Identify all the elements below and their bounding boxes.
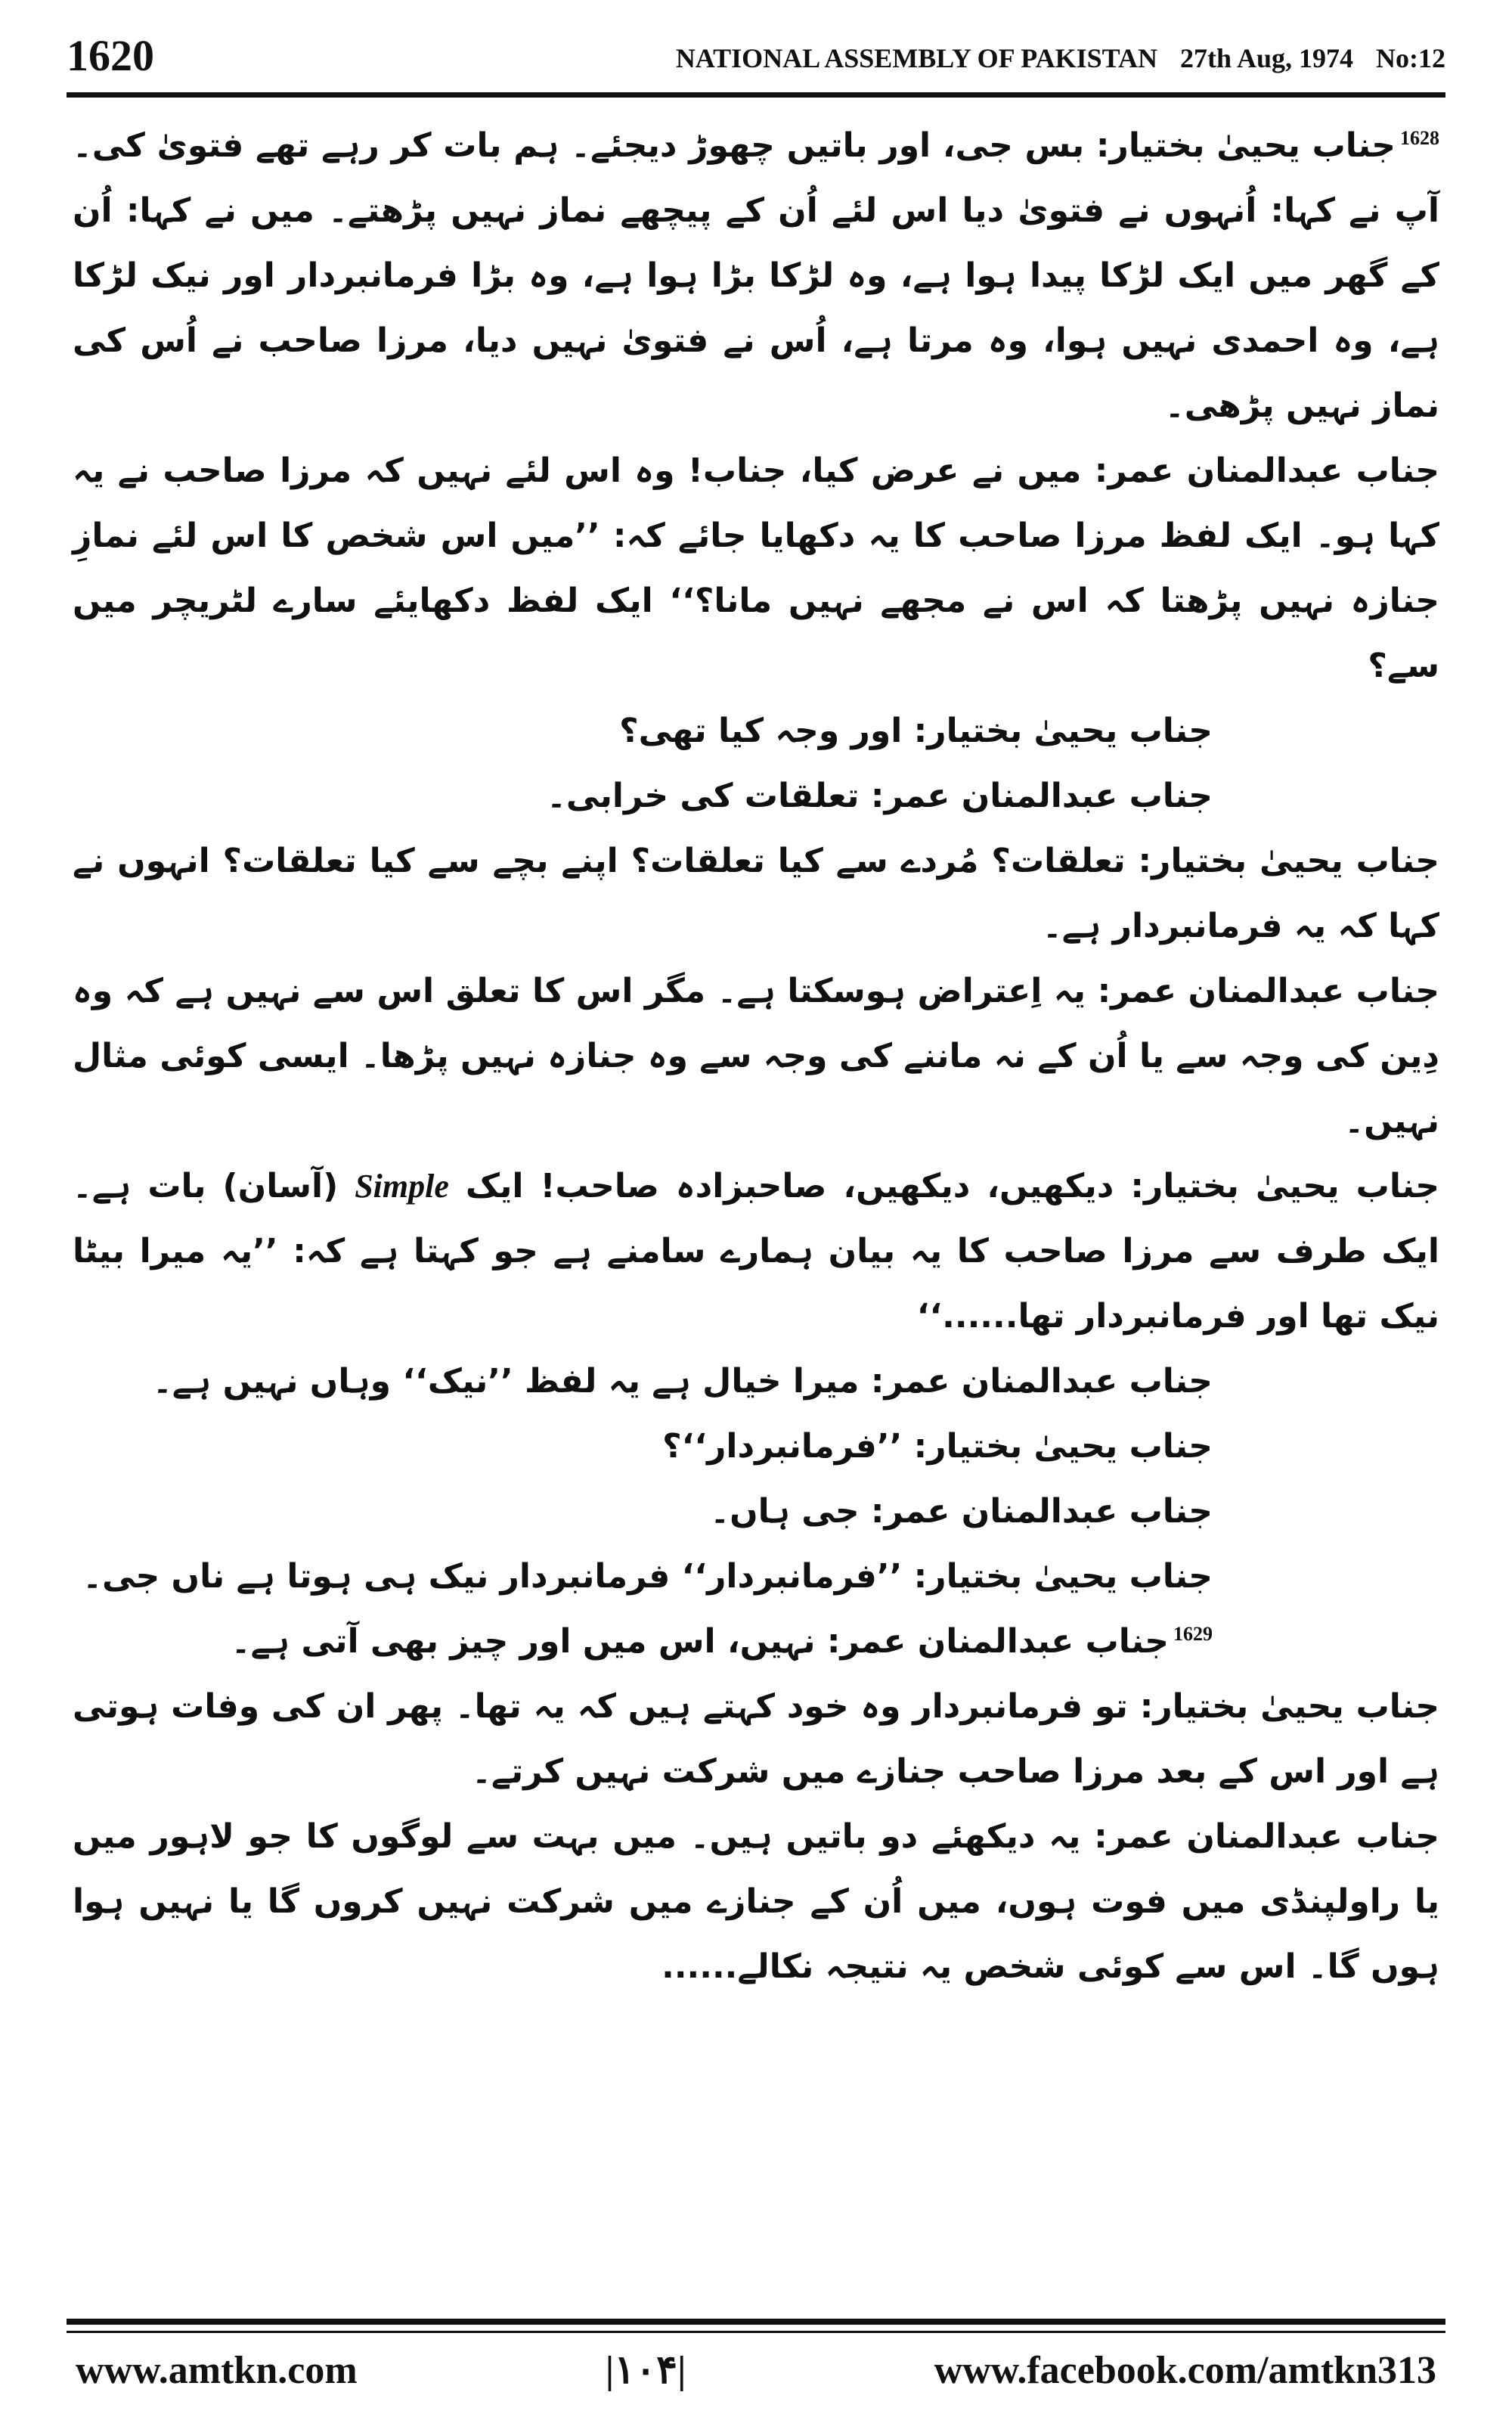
speech-text: یہ اِعتراض ہوسکتا ہے۔ مگر اس کا تعلق اس سے نہیں ہے کہ وہ دِین کی وجہ سے یا اُن کے نہ ماننے کی وجہ سے وہ جنازہ نہیں پڑھا۔ ایسی کوئی مثال نہیں۔ [73,972,1439,1140]
speaker-name: جناب عبدالمنان عمر: [870,1492,1213,1531]
speaker-name: جناب عبدالمنان عمر: [826,1622,1169,1661]
transcript-paragraph [73,1349,1439,1414]
footer-rule-thin [67,2331,1445,2333]
transcript-paragraph [73,699,1439,764]
header-rule [67,92,1445,98]
issue-number: No:12 [1376,43,1445,73]
footer-page-mark: |۱۰۴| [605,2349,686,2392]
transcript-paragraph [73,1154,1439,1349]
publication-title: NATIONAL ASSEMBLY OF PAKISTAN [675,43,1157,73]
speaker-name: جناب یحییٰ بختیار: [913,1557,1213,1596]
transcript-paragraph [73,1804,1439,2000]
transcript-paragraph [73,439,1439,699]
transcript-paragraph [73,1544,1439,1609]
footer-rule [67,2319,1445,2325]
page-footer [76,2344,1436,2397]
transcript-paragraph [73,1609,1439,1674]
english-word: Simple [355,1168,449,1205]
speaker-name: جناب عبدالمنان عمر: [1097,972,1440,1010]
page-header [67,29,1445,83]
speaker-name: جناب عبدالمنان عمر: [1094,1817,1439,1856]
speech-text: تعلقات کی خرابی۔ [547,777,860,815]
transcript-paragraph [73,1414,1439,1479]
speaker-name: جناب یحییٰ بختیار: [1130,1167,1440,1205]
footer-right-url[interactable]: www.facebook.com/amtkn313 [934,2349,1436,2392]
speech-text: ’’فرمانبردار‘‘؟ [662,1427,903,1466]
speaker-name: جناب عبدالمنان عمر: [1094,451,1440,490]
transcript-paragraph [73,1674,1439,1804]
speech-text: تو فرمانبردار وہ خود کہتے ہیں کہ یہ تھا۔ پھر ان کی وفات ہوتی ہے اور اس کے بعد مرزا صاحب جنازے میں شرکت نہیں کرتے۔ [73,1687,1439,1791]
page-number: 1620 [67,31,154,80]
speech-text: اور وجہ کیا تھی؟ [619,712,903,750]
speaker-name: جناب یحییٰ بختیار: [1095,126,1396,165]
transcript-paragraph [73,959,1439,1154]
speech-text: میں نے عرض کیا، جناب! وہ اس لئے نہیں کہ مرزا صاحب نے یہ کہا ہو۔ ایک لفظ مرزا صاحب کا یہ دکھایا جائے کہ: ’’میں اس شخص کا اس لئے نمازِ جنازہ نہیں پڑھتا کہ اس نے مجھے نہیں مانا؟‘‘ ایک لفظ دکھایئے سارے لٹریچر میں سے؟ [73,451,1439,685]
speech-text: میرا خیال ہے یہ لفظ ’’نیک‘‘ وہاں نہیں ہے۔ [152,1362,860,1401]
speech-text: تعلقات؟ مُردے سے کیا تعلقات؟ اپنے بچے سے کیا تعلقات؟ انہوں نے کہا کہ یہ فرمانبردار ہے۔ [73,842,1439,945]
speech-text: بس جی، اور باتیں چھوڑ دیجئے۔ ہم بات کر رہے تھے فتویٰ کی۔ آپ نے کہا: اُنہوں نے فتویٰ دیا اس لئے اُن کے پیچھے نماز نہیں پڑھتے۔ میں نے کہا: اُن کے گھر میں ایک لڑکا پیدا ہوا ہے، وہ لڑکا بڑا ہوا ہے، وہ بڑا فرمانبردار اور نیک لڑکا ہے، وہ احمدی نہیں ہوا، وہ مرتا ہے، اُس نے فتویٰ نہیں دیا، مرزا صاحب نے اُس کی نماز نہیں پڑھی۔ [73,126,1439,425]
speech-text: نہیں، اس میں اور چیز بھی آتی ہے۔ [231,1622,816,1661]
transcript-paragraph [73,113,1439,439]
speaker-name: جناب عبدالمنان عمر: [870,777,1213,815]
speech-text: دیکھیں، دیکھیں، صاحبزادہ صاحب! ایک [465,1167,1114,1205]
speaker-name: جناب یحییٰ بختیار: [913,712,1213,750]
speech-text: یہ دیکھئے دو باتیں ہیں۔ میں بہت سے لوگوں کا جو لاہور میں یا راولپنڈی میں فوت ہوں، میں اُن کے جنازے میں شرکت نہیں کروں گا یا نہیں ہوا ہوں گا۔ اس سے کوئی شخص یہ نتیجہ نکالے...... [73,1817,1439,1986]
running-head [653,39,1445,77]
footer-left-url[interactable]: www.amtkn.com [76,2349,358,2392]
transcript-paragraph [73,1479,1439,1544]
speaker-name: جناب یحییٰ بختیار: [1138,842,1439,880]
transcript-paragraph [73,764,1439,829]
transcript-paragraph [73,829,1439,959]
speech-text: ’’فرمانبردار‘‘ فرمانبردار نیک ہی ہوتا ہے ناں جی۔ [82,1557,903,1596]
transcript-body [73,113,1439,2231]
page-marker: 1628 [1400,127,1439,150]
speaker-name: جناب یحییٰ بختیار: [913,1427,1213,1466]
speaker-name: جناب یحییٰ بختیار: [1139,1687,1439,1726]
speaker-name: جناب عبدالمنان عمر: [870,1362,1213,1401]
speech-text: جی ہاں۔ [710,1492,860,1531]
session-date: 27th Aug, 1974 [1179,43,1353,73]
speech-text-continued: (آسان) بات ہے۔ ایک طرف سے مرزا صاحب کا یہ بیان ہمارے سامنے ہے جو کہتا ہے کہ: ’’یہ میرا بیٹا نیک تھا اور فرمانبردار تھا......‘‘ [73,1167,1439,1336]
page-marker: 1629 [1173,1623,1213,1646]
